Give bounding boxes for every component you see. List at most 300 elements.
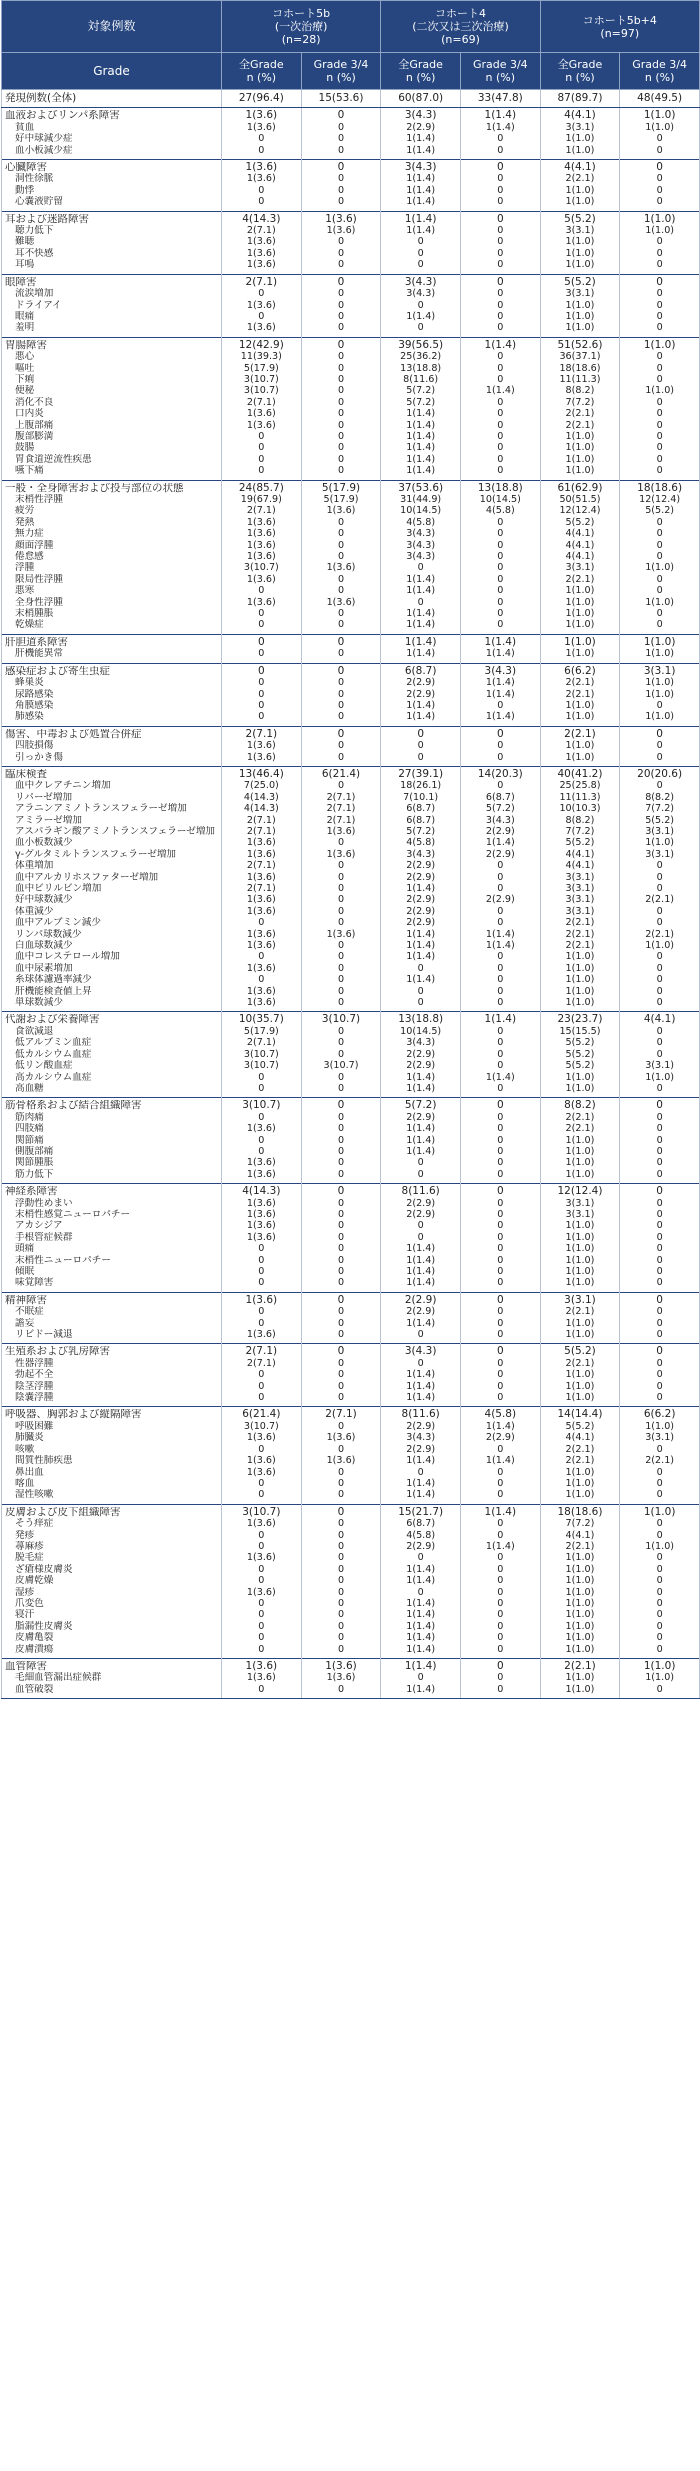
soc-title: 臨床検査: [5, 768, 47, 780]
event-value: 0: [337, 648, 345, 660]
event-value: 1(1.0): [565, 1620, 595, 1632]
event-value: 4(4.1): [565, 528, 595, 540]
soc-total-value: 4(5.8): [484, 1409, 517, 1421]
adverse-event-name: 浮動性めまい: [15, 1197, 73, 1209]
event-value: 1(1.4): [406, 940, 436, 952]
event-value: 0: [258, 1380, 265, 1392]
event-value: 0: [656, 1609, 663, 1621]
event-value: 0: [337, 711, 345, 723]
event-value: 2(7.1): [246, 825, 276, 837]
event-value: 5(5.2): [565, 1037, 595, 1049]
value-column: [381, 480, 461, 634]
event-value: 0: [497, 408, 504, 420]
event-value: 0: [337, 442, 345, 454]
event-value: 5(17.9): [243, 362, 279, 374]
event-value: 2(7.1): [326, 791, 356, 803]
event-value: 0: [656, 985, 663, 997]
event-value: 1(1.0): [565, 1672, 595, 1684]
event-value: 0: [656, 1220, 663, 1232]
event-value: 7(7.2): [565, 825, 595, 837]
value-column: [540, 1098, 620, 1184]
event-value: 0: [417, 1168, 424, 1180]
adverse-event-name: 傾眠: [15, 1266, 35, 1277]
value-column: [301, 726, 381, 766]
event-value: 0: [497, 962, 504, 974]
event-value: 1(1.4): [485, 837, 515, 849]
adverse-event-name: 末梢性浮腫: [15, 494, 63, 505]
event-value: 13(18.8): [400, 362, 442, 374]
event-value: 0: [258, 699, 265, 711]
event-value: 0: [337, 1575, 345, 1587]
event-value: 12(12.4): [639, 494, 681, 505]
event-value: 0: [656, 408, 663, 420]
event-value: 2(2.9): [406, 860, 436, 872]
event-value: 0: [337, 1489, 345, 1501]
adverse-event-name: 皮膚亀裂: [15, 1632, 54, 1644]
event-value: 0: [337, 894, 345, 906]
value-column: [301, 1184, 381, 1293]
event-value: 0: [337, 1518, 345, 1530]
value-column: [222, 634, 302, 663]
event-value: 1(1.4): [406, 1082, 436, 1094]
value-column: [381, 1184, 461, 1293]
event-value: 0: [497, 288, 504, 300]
event-value: 0: [258, 1597, 265, 1609]
event-value: 0: [337, 528, 345, 540]
event-value: 1(3.6): [246, 894, 276, 906]
soc-title: 神経系障害: [5, 1186, 58, 1198]
event-value: 0: [497, 173, 504, 185]
adverse-event-name: 譫妄: [15, 1317, 35, 1329]
event-value: 2(2.9): [406, 121, 436, 133]
event-value: 0: [497, 951, 504, 963]
event-value: 0: [417, 596, 424, 608]
event-value: 0: [417, 247, 424, 259]
event-value: 0: [337, 453, 345, 465]
event-value: 1(3.6): [246, 837, 276, 849]
event-value: 0: [258, 1145, 265, 1157]
event-value: 4(5.8): [485, 505, 515, 517]
event-value: 3(3.1): [565, 905, 595, 917]
event-value: 2(2.1): [565, 917, 595, 929]
event-value: 0: [497, 299, 504, 311]
adverse-event-name: 皮膚潰瘍: [15, 1643, 54, 1655]
value-column: [620, 634, 700, 663]
value-column: [222, 766, 302, 1012]
event-value: 0: [497, 1243, 504, 1255]
overall-value: 87(89.7): [540, 90, 620, 108]
event-value: 1(3.6): [246, 871, 276, 883]
value-column: [460, 1407, 540, 1504]
event-value: 1(3.6): [326, 1455, 356, 1467]
event-value: 0: [337, 974, 345, 986]
adverse-event-name: 糸球体濾過率減少: [15, 974, 92, 986]
event-value: 0: [337, 1082, 345, 1094]
event-value: 3(3.1): [645, 825, 675, 837]
adverse-event-name: 悪心: [15, 351, 35, 363]
event-value: 1(1.0): [565, 699, 595, 711]
event-value: 0: [656, 1575, 663, 1587]
soc-total-value: 23(23.7): [557, 1014, 603, 1026]
adverse-event-name: リンパ球数減少: [15, 928, 82, 940]
event-value: 0: [258, 1243, 265, 1255]
soc-total-value: 0: [337, 665, 345, 677]
event-value: 1(1.0): [565, 430, 595, 442]
event-value: 5(17.9): [243, 1025, 279, 1037]
soc-total-value: 3(4.3): [404, 1346, 437, 1358]
adverse-event-name: 低アルブミン血症: [15, 1037, 92, 1049]
event-value: 0: [656, 310, 663, 322]
value-column: [222, 108, 302, 160]
event-value: 0: [497, 1357, 504, 1369]
event-value: 36(37.1): [559, 351, 601, 363]
overall-value: 48(49.5): [620, 90, 700, 108]
event-value: 0: [656, 1243, 663, 1255]
event-value: 0: [656, 1380, 663, 1392]
event-value: 1(1.0): [565, 1380, 595, 1392]
adverse-event-name: アスパラギン酸アミノトランスフェラーゼ増加: [15, 825, 216, 837]
event-value: 2(7.1): [326, 814, 356, 826]
event-value: 1(1.0): [565, 1254, 595, 1266]
event-value: 0: [417, 322, 424, 334]
event-value: 0: [497, 1157, 504, 1169]
event-value: 0: [337, 373, 345, 385]
event-value: 0: [497, 1563, 504, 1575]
value-column: [540, 274, 620, 337]
soc-names: [2, 1098, 222, 1184]
event-value: 2(7.1): [246, 860, 276, 872]
value-column: [460, 1344, 540, 1407]
adverse-event-name: 血中コレステロール増加: [15, 951, 120, 963]
event-value: 0: [337, 1632, 345, 1644]
adverse-event-name: 体重増加: [15, 860, 54, 872]
adverse-event-name: 難聴: [15, 236, 35, 248]
event-value: 5(5.2): [565, 1420, 595, 1432]
soc-total-value: 3(4.3): [404, 276, 437, 288]
soc-section: [2, 108, 700, 160]
event-value: 1(1.0): [645, 121, 675, 133]
event-value: 2(7.1): [326, 803, 356, 815]
event-value: 1(1.0): [565, 951, 595, 963]
soc-total-value: 2(2.1): [564, 1661, 596, 1672]
adverse-event-name: 呼吸困難: [15, 1420, 54, 1432]
event-value: 0: [656, 1317, 663, 1329]
event-value: 0: [656, 608, 663, 620]
event-value: 1(1.4): [406, 1145, 436, 1157]
event-value: 1(3.6): [246, 247, 276, 259]
value-column: [620, 211, 700, 274]
event-value: 0: [656, 1277, 663, 1289]
soc-total-value: 4(4.1): [564, 110, 596, 122]
value-column: [222, 274, 302, 337]
event-value: 0: [497, 1552, 504, 1564]
soc-total-value: 0: [337, 1506, 345, 1518]
event-value: 1(3.6): [246, 962, 276, 974]
adverse-event-name: 血中クレアチニン増加: [15, 780, 111, 792]
event-value: 0: [337, 1266, 345, 1277]
adverse-event-name: そう痒症: [15, 1518, 54, 1530]
adverse-event-name: 引っかき傷: [15, 751, 63, 763]
event-value: 0: [258, 1683, 265, 1695]
event-value: 8(8.2): [565, 385, 595, 397]
value-column: [301, 1098, 381, 1184]
event-value: 1(3.6): [246, 1197, 276, 1209]
adverse-event-name: 全身性浮腫: [15, 596, 63, 608]
event-value: 1(3.6): [246, 299, 276, 311]
event-value: 0: [497, 539, 504, 551]
value-column: [540, 160, 620, 212]
soc-total-value: 1(1.0): [643, 1661, 676, 1672]
event-value: 1(1.4): [406, 1643, 436, 1655]
event-value: 2(2.9): [406, 1208, 436, 1220]
event-value: 1(1.0): [565, 1220, 595, 1232]
adverse-event-name: 嘔吐: [15, 362, 35, 374]
soc-names: [2, 1659, 222, 1699]
soc-total-value: 0: [656, 1100, 663, 1112]
event-value: 0: [656, 1620, 663, 1632]
event-value: 0: [417, 751, 424, 763]
soc-total-value: 0: [337, 1294, 345, 1306]
soc-total-value: 1(3.6): [325, 1661, 357, 1672]
event-value: 0: [258, 1529, 265, 1541]
soc-total-value: 0: [257, 665, 265, 677]
value-column: [222, 1184, 302, 1293]
adverse-event-name: アラニンアミノトランスフェラーゼ増加: [15, 803, 187, 815]
value-column: [381, 274, 461, 337]
adverse-event-name: 発熱: [15, 516, 35, 528]
adverse-event-name: 限局性浮腫: [15, 573, 63, 585]
event-value: 0: [656, 1443, 663, 1455]
event-value: 1(1.0): [565, 1231, 595, 1243]
event-value: 1(1.0): [565, 259, 595, 271]
soc-section: [2, 274, 700, 337]
value-column: [540, 337, 620, 480]
soc-total-value: 6(21.4): [242, 1409, 281, 1421]
event-value: 0: [337, 1586, 345, 1598]
value-column: [540, 663, 620, 726]
event-value: 8(8.2): [645, 791, 675, 803]
event-value: 4(14.3): [243, 791, 279, 803]
value-column: [460, 274, 540, 337]
value-column: [620, 160, 700, 212]
event-value: 0: [258, 619, 265, 631]
soc-names: [2, 663, 222, 726]
event-value: 0: [656, 299, 663, 311]
event-value: 1(1.4): [406, 225, 436, 237]
value-column: [301, 108, 381, 160]
event-value: 50(51.5): [559, 494, 601, 505]
event-value: 0: [337, 1563, 345, 1575]
adverse-event-name: 悪寒: [15, 585, 35, 597]
event-value: 1(1.4): [406, 184, 436, 196]
soc-total-value: 10(35.7): [238, 1014, 284, 1026]
event-value: 0: [656, 1357, 663, 1369]
event-value: 1(1.4): [406, 1254, 436, 1266]
event-value: 1(1.4): [406, 1071, 436, 1083]
soc-total-value: 3(4.3): [404, 162, 437, 174]
event-value: 1(3.6): [246, 528, 276, 540]
event-value: 0: [337, 551, 345, 563]
event-value: 0: [337, 1197, 345, 1209]
event-value: 0: [258, 608, 265, 620]
event-value: 0: [656, 1111, 663, 1123]
soc-title: 一般・全身障害および投与部位の状態: [5, 482, 184, 494]
event-value: 6(8.7): [406, 814, 436, 826]
event-value: 1(1.4): [406, 1277, 436, 1289]
event-value: 0: [337, 1145, 345, 1157]
event-value: 1(3.6): [246, 1455, 276, 1467]
soc-total-value: 1(1.4): [404, 1661, 437, 1672]
event-value: 0: [337, 184, 345, 196]
event-value: 2(2.1): [565, 677, 595, 689]
event-value: 0: [337, 385, 345, 397]
event-value: 1(3.6): [246, 1329, 276, 1341]
overall-value: 60(87.0): [381, 90, 461, 108]
adverse-event-name: ざ瘡様皮膚炎: [15, 1563, 73, 1575]
event-value: 0: [337, 1529, 345, 1541]
value-column: [540, 211, 620, 274]
event-value: 0: [337, 1420, 345, 1432]
event-value: 3(3.1): [565, 562, 595, 574]
soc-total-value: 0: [656, 162, 663, 174]
event-value: 0: [417, 962, 424, 974]
value-column: [301, 1659, 381, 1699]
event-value: 1(1.0): [565, 1489, 595, 1501]
event-value: 0: [656, 196, 663, 208]
event-value: 0: [417, 259, 424, 271]
event-value: 0: [497, 396, 504, 408]
event-value: 10(10.3): [559, 803, 601, 815]
value-column: [620, 1504, 700, 1658]
adverse-event-name: 蜂巣炎: [15, 677, 44, 689]
soc-total-value: 0: [337, 636, 345, 648]
soc-total-value: 14(14.4): [557, 1409, 603, 1421]
event-value: 1(1.0): [565, 608, 595, 620]
event-value: 0: [258, 711, 265, 723]
event-value: 1(3.6): [246, 1586, 276, 1598]
event-value: 1(1.0): [645, 711, 675, 723]
soc-total-value: 0: [337, 1346, 345, 1358]
event-value: 1(1.0): [565, 1071, 595, 1083]
soc-title: 生殖系および乳房障害: [5, 1346, 110, 1358]
subject-count-header: 対象例数: [2, 1, 222, 53]
event-value: 0: [258, 1477, 265, 1489]
soc-total-value: 0: [656, 728, 663, 740]
event-value: 1(1.0): [565, 1266, 595, 1277]
event-value: 0: [656, 1157, 663, 1169]
event-value: 0: [656, 1048, 663, 1060]
event-value: 2(2.9): [406, 894, 436, 906]
value-column: [301, 1344, 381, 1407]
event-value: 1(1.4): [406, 1632, 436, 1644]
value-column: [301, 480, 381, 634]
value-column: [540, 766, 620, 1012]
event-value: 0: [337, 619, 345, 631]
adverse-event-name: 血中アルブミン減少: [15, 917, 101, 929]
event-value: 0: [258, 1575, 265, 1587]
event-value: 0: [656, 699, 663, 711]
event-value: 0: [258, 1082, 265, 1094]
event-value: 0: [656, 430, 663, 442]
event-value: 1(3.6): [326, 1432, 356, 1444]
value-column: [460, 108, 540, 160]
event-value: 0: [337, 1048, 345, 1060]
event-value: 0: [497, 528, 504, 540]
soc-title: 呼吸器、胸郭および縦隔障害: [5, 1409, 142, 1421]
value-column: [540, 1504, 620, 1658]
event-value: 0: [258, 1134, 265, 1146]
soc-total-value: 0: [337, 1100, 345, 1112]
adverse-event-name: 脱毛症: [15, 1552, 44, 1564]
overall-value: 27(96.4): [222, 90, 302, 108]
event-value: 0: [258, 1540, 265, 1552]
event-value: 2(2.1): [565, 573, 595, 585]
event-value: 2(2.1): [565, 419, 595, 431]
event-value: 3(3.1): [565, 121, 595, 133]
event-value: 4(4.1): [565, 539, 595, 551]
event-value: 0: [337, 1243, 345, 1255]
event-value: 0: [337, 1306, 345, 1318]
event-value: 0: [656, 173, 663, 185]
value-column: [460, 1098, 540, 1184]
sub-header: 全Grade n (%): [222, 53, 302, 90]
value-column: [222, 1504, 302, 1658]
event-value: 1(3.6): [326, 562, 356, 574]
event-value: 2(2.9): [406, 871, 436, 883]
event-value: 0: [497, 780, 504, 792]
event-value: 1(1.0): [645, 648, 675, 660]
value-column: [540, 1184, 620, 1293]
event-value: 0: [337, 608, 345, 620]
event-value: 0: [497, 871, 504, 883]
adverse-event-name: 湿性咳嗽: [15, 1489, 54, 1501]
event-value: 0: [656, 1369, 663, 1381]
event-value: 1(3.6): [246, 596, 276, 608]
event-value: 0: [258, 144, 265, 156]
adverse-event-name: 高カルシウム血症: [15, 1071, 92, 1083]
event-value: 0: [337, 408, 345, 420]
event-value: 0: [258, 465, 265, 477]
soc-title: 感染症および寄生虫症: [5, 665, 110, 677]
event-value: 0: [656, 883, 663, 894]
event-value: 0: [656, 442, 663, 454]
event-value: 0: [656, 780, 663, 792]
adverse-event-name: 食欲減退: [15, 1025, 54, 1037]
event-value: 0: [497, 974, 504, 986]
event-value: 0: [258, 430, 265, 442]
soc-total-value: 0: [337, 339, 345, 351]
event-value: 1(3.6): [246, 419, 276, 431]
event-value: 2(2.9): [485, 1432, 515, 1444]
event-value: 0: [656, 740, 663, 752]
soc-total-value: 8(11.6): [401, 1409, 440, 1421]
event-value: 0: [497, 1477, 504, 1489]
event-value: 0: [497, 1208, 504, 1220]
event-value: 0: [656, 871, 663, 883]
event-value: 5(5.2): [645, 505, 675, 517]
event-value: 1(1.4): [406, 1134, 436, 1146]
event-value: 2(2.1): [565, 1123, 595, 1135]
event-value: 5(7.2): [406, 385, 436, 397]
adverse-event-name: 眼痛: [15, 310, 35, 322]
event-value: 31(44.9): [400, 494, 442, 505]
soc-section: [2, 1098, 700, 1184]
event-value: 0: [656, 1037, 663, 1049]
overall-label: 発現例数(全体): [2, 90, 222, 108]
soc-total-value: 2(7.1): [325, 1409, 357, 1421]
event-value: 0: [497, 1277, 504, 1289]
value-column: [301, 634, 381, 663]
